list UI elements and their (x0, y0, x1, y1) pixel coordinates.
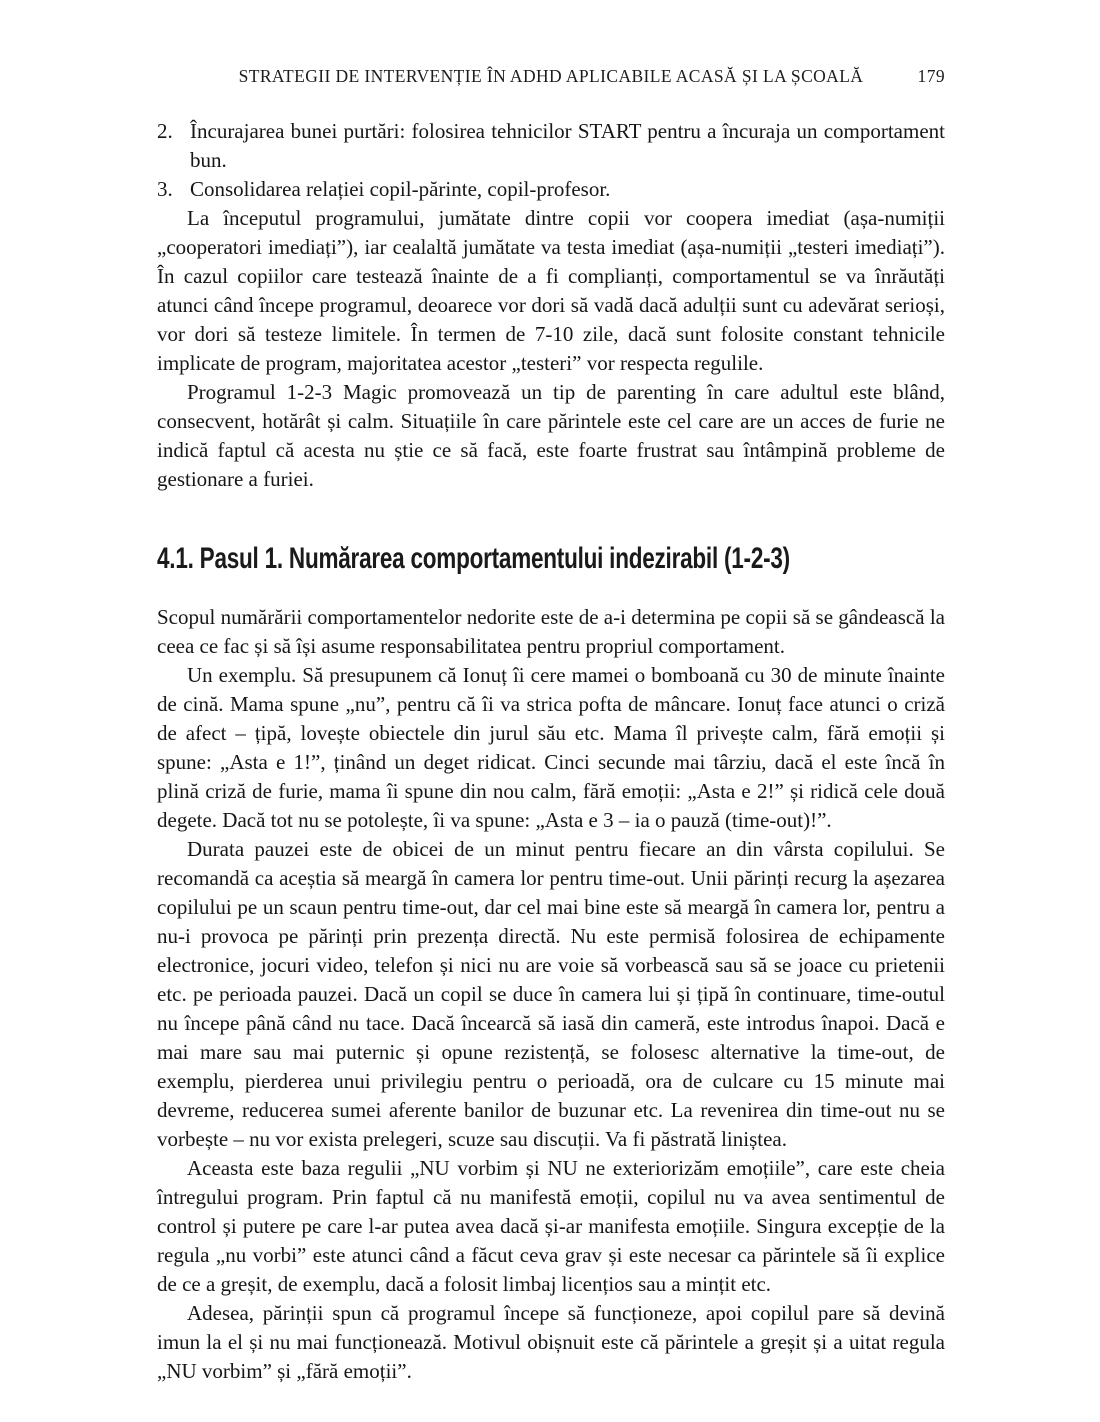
list-item-number: 3. (157, 177, 173, 201)
paragraph: La începutul programului, jumătate dintre copii vor coopera imediat (așa-numiții „cooperatori imediați”), iar cealaltă jumătate va testa imediat (așa-numiții „testeri imediați”). În cazul copiilor care testează înainte de a fi complianți, comportamentul se va înrăutăți atunci când începe programul, deoarece vor dori să vadă dacă adulții sunt cu adevărat serioși, vor dori să testeze limitele. În termen de 7-10 zile, dacă sunt folosite constant tehnicile implicate de program, majoritatea acestor „testeri” vor respecta regulile. (157, 206, 945, 375)
paragraph: Adesea, părinții spun că programul începe să funcționeze, apoi copilul pare să devină imun la el și nu mai funcționează. Motivul obișnuit este că părintele a greșit și a uitat regula „NU vorbim” și „fără emoții”. (157, 1301, 945, 1383)
page-number: 179 (917, 66, 945, 86)
section-heading: 4.1. Pasul 1. Numărarea comportamentului indezirabil (1-2-3) (157, 542, 790, 575)
running-head-title: STRATEGII DE INTERVENȚIE ÎN ADHD APLICABILE ACASĂ ȘI LA ȘCOALĂ (238, 66, 864, 86)
paragraph: Un exemplu. Să presupunem că Ionuț îi cere mamei o bomboană cu 30 de minute înainte de cină. Mama spune „nu”, pentru că îi va strica pofta de mâncare. Ionuț face atunci o criză de afect – țipă, lovește obiectele din jurul său etc. Mama îl privește calm, fără emoții și spune: „Asta e 1!”, ținând un deget ridicat. Cinci secunde mai târziu, dacă el este încă în plină criză de furie, mama îi spune din nou calm, fără emoții: „Asta e 2!” și ridică cele două degete. Dacă tot nu se potolește, îi va spune: „Asta e 3 – ia o pauză (time-out)!”. (157, 663, 945, 832)
numbered-list (157, 117, 945, 204)
paragraph: Scopul numărării comportamentelor nedorite este de a-i determina pe copii să se gândească la ceea ce fac și să își asume responsabilitatea pentru propriul comportament. (157, 605, 945, 658)
paragraph: Durata pauzei este de obicei de un minut pentru fiecare an din vârsta copilului. Se recomandă ca aceștia să meargă în camera lor pentru time-out. Unii părinți recurg la așezarea copilului pe un scaun pentru time-out, dar cel mai bine este să meargă în camera lor, pentru a nu-i provoca pe părinți prin prezența directă. Nu este permisă folosirea de echipamente electronice, jocuri video, telefon și nici nu are voie să vorbească sau să se joace cu prietenii etc. pe perioada pauzei. Dacă un copil se duce în camera lui și țipă în continuare, time-outul nu începe până când nu tace. Dacă încearcă să iasă din cameră, este introdus înapoi. Dacă e mai mare sau mai puternic și opune rezistență, se folosesc alternative la time-out, de exemplu, pierderea unui privilegiu pentru o perioadă, ora de culcare cu 15 minute mai devreme, reducerea sumei aferente banilor de buzunar etc. La revenirea din time-out nu se vorbește – nu vor exista prelegeri, scuze sau discuții. Va fi păstrată liniștea. (157, 837, 945, 1151)
list-item-text: Consolidarea relației copil-părinte, copil-profesor. (190, 177, 611, 201)
list-item-number: 2. (157, 119, 173, 143)
paragraph: Aceasta este baza regulii „NU vorbim și NU ne exteriorizăm emoțiile”, care este cheia întregului program. Prin faptul că nu manifestă emoții, copilul nu va avea sentimentul de control și putere pe care l-ar putea avea dacă și-ar manifesta emoțiile. Singura excepție de la regula „nu vorbi” este atunci când a făcut ceva grav și este necesar ca părintele să îi explice de ce a greșit, de exemplu, dacă a folosit limbaj licențios sau a mințit etc. (157, 1156, 945, 1296)
paragraph: Programul 1-2-3 Magic promovează un tip de parenting în care adultul este blând, consecvent, hotărât și calm. Situațiile în care părintele este cel care are un acces de furie ne indică faptul că acesta nu știe ce să facă, este foarte frustrat sau întâmpină probleme de gestionare a furiei. (157, 380, 945, 491)
list-item-text: Încurajarea bunei purtări: folosirea tehnicilor START pentru a încuraja un comportament bun. (190, 119, 945, 172)
list-item (157, 117, 945, 175)
page-header (157, 66, 945, 92)
list-item (157, 175, 945, 204)
